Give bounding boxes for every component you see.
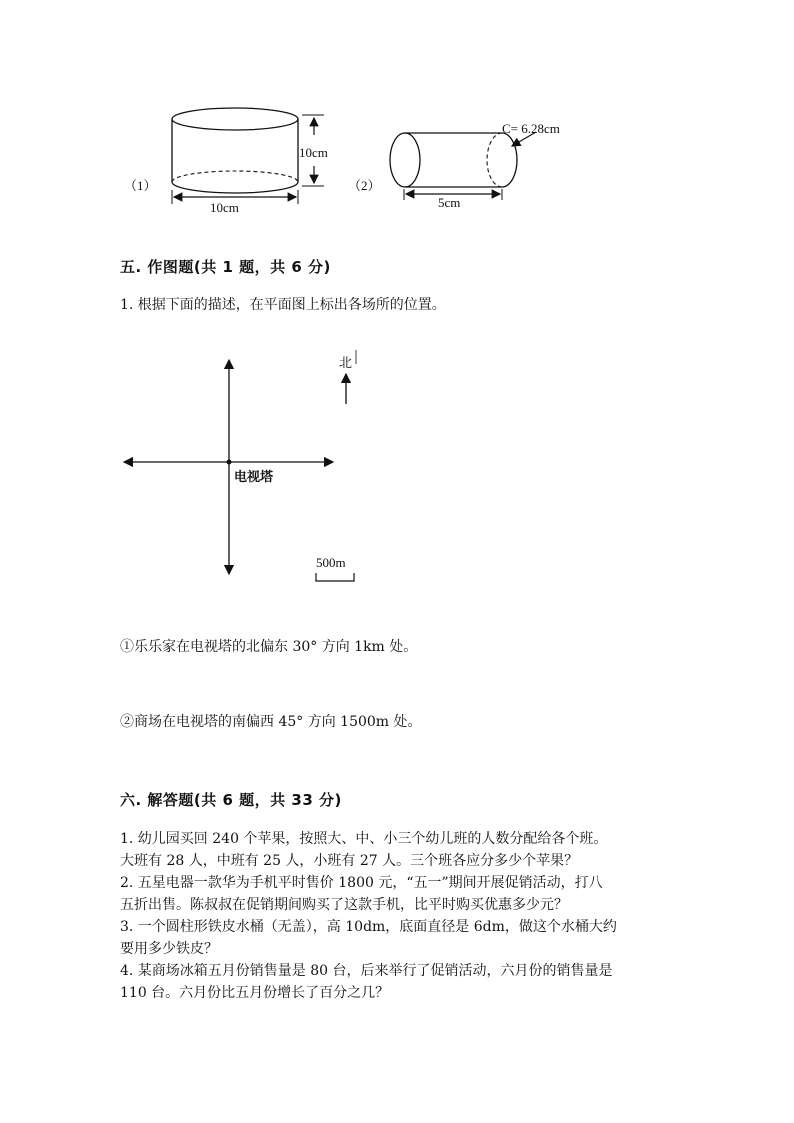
scale-bar (316, 573, 354, 581)
section-5-item-1: ①乐乐家在电视塔的北偏东 30° 方向 1km 处。 (120, 639, 418, 655)
figure-2-circumference-label: C= 6.28cm (502, 121, 560, 136)
question-line: 1. 幼儿园买回 240 个苹果，按照大、中、小三个幼儿班的人数分配给各个班。 (120, 831, 608, 847)
question-line: 110 台。六月份比五月份增长了百分之几？ (120, 985, 390, 1001)
section-5-title: 五. 作图题(共 1 题，共 6 分) (120, 258, 331, 276)
question-line: 大班有 28 人，中班有 25 人，小班有 27 人。三个班各应分多少个苹果？ (120, 853, 579, 869)
tv-tower-label: 电视塔 (234, 469, 274, 484)
section-5-question: 1. 根据下面的描述，在平面图上标出各场所的位置。 (120, 297, 446, 313)
section-6-title: 六. 解答题(共 6 题，共 33 分) (120, 791, 342, 809)
question-line: 4. 某商场冰箱五月份销售量是 80 台，后来举行了促销活动，六月份的销售量是 (120, 963, 613, 979)
section-6-questions (120, 828, 700, 1004)
question-line: 五折出售。陈叔叔在促销期间购买了这款手机，比平时购买优惠多少元？ (120, 897, 568, 913)
question-line: 要用多少铁皮？ (120, 941, 218, 957)
tv-tower-point (227, 460, 232, 465)
section-5-item-2: ②商场在电视塔的南偏西 45° 方向 1500m 处。 (120, 714, 422, 730)
figure-1-height-label: 10cm (299, 145, 328, 160)
figure-1-label: （1） (124, 178, 157, 193)
cylinder-figure-1 (124, 108, 328, 215)
figure-2-label: （2） (348, 178, 381, 193)
map-diagram (0, 340, 794, 590)
question-line: 3. 一个圆柱形铁皮水桶（无盖），高 10dm，底面直径是 6dm，做这个水桶大约 (120, 919, 617, 935)
figure-2-length-label: 5cm (438, 195, 461, 210)
scale-label: 500m (316, 555, 346, 570)
north-label: 北 (339, 355, 353, 370)
cylinder-figures (0, 0, 794, 230)
question-line: 2. 五星电器一款华为手机平时售价 1800 元，“五一”期间开展促销活动，打八 (120, 875, 603, 891)
figure-1-diameter-label: 10cm (210, 200, 239, 215)
cylinder-figure-2 (348, 121, 560, 210)
